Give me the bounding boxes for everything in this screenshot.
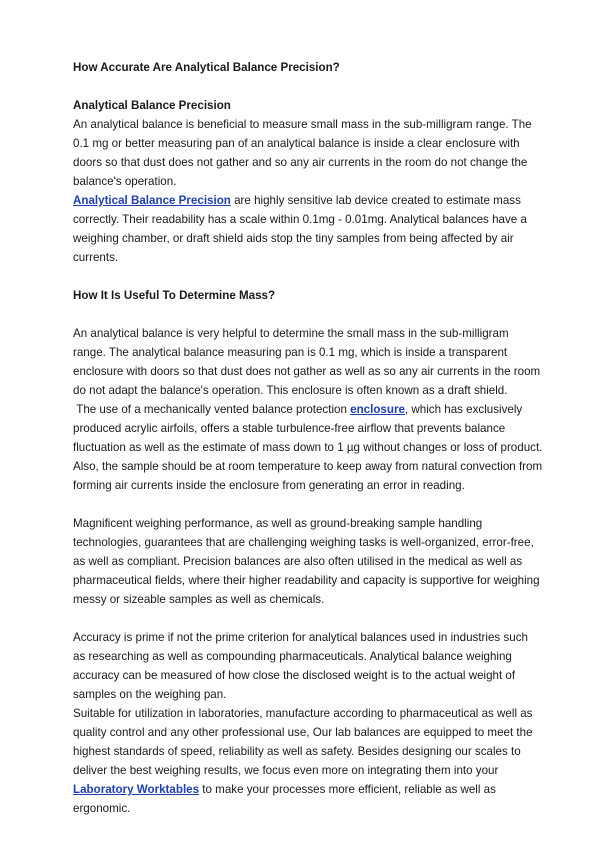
paragraph-enclosure bbox=[73, 400, 543, 495]
paragraph-laboratories-start: Suitable for utilization in laboratories, manufacture according to pharmaceutical as well as quality control and any other professional use, Our lab balances are equipped to meet the highest standards of speed, reliability as well as safety. Besides designing our scales to deliver the best weighing results, we focus even more on integrating them into your bbox=[73, 707, 533, 777]
enclosure-link[interactable]: enclosure bbox=[350, 403, 405, 416]
paragraph-performance: Magnificent weighing performance, as well as ground-breaking sample handling technologies, guarantees that are challenging weighing tasks is well-organized, error-free, as well as compliant. Precision balances are also often utilised in the medical as well as pharmaceutical fields, where their higher readability and capacity is supportive for weighing messy or sizeable samples as well as chemicals. bbox=[73, 517, 540, 606]
laboratory-worktables-link[interactable]: Laboratory Worktables bbox=[73, 783, 200, 796]
analytical-balance-precision-link[interactable]: Analytical Balance Precision bbox=[73, 194, 231, 207]
paragraph-accuracy: Accuracy is prime if not the prime criterion for analytical balances used in industries such as researching as well as compounding pharmaceuticals. Analytical balance weighing accuracy can be measured of how close the disclosed weight is to the actual weight of samples on the weighing pan. bbox=[73, 631, 528, 701]
paragraph-enclosure-start: The use of a mechanically vented balance protection bbox=[73, 403, 351, 416]
section-heading-determine-mass: How It Is Useful To Determine Mass? bbox=[73, 289, 276, 302]
paragraph-determine-mass: An analytical balance is very helpful to determine the small mass in the sub-milligram range. The analytical balance measuring pan is 0.1 mg, which is inside a transparent enclosure with doors so that dust does not gather as well as so any air currents in the room do not adapt the balance's operation. This enclosure is often known as a draft shield. bbox=[73, 327, 541, 397]
paragraph-enclosure-text: , which has exclusively produced acrylic airfoils, offers a stable turbulence-free airflow that prevents balance fluctuation as well as the estimate of mass down to 1 µg without changes or loss of product. Also, the sample should be at room temperature to keep away from natural convection from forming air currents inside the enclosure from generating an error in reading. bbox=[73, 403, 543, 492]
paragraph-laboratories bbox=[73, 704, 543, 818]
paragraph-precision bbox=[73, 191, 543, 267]
section-heading-analytical-balance-precision: Analytical Balance Precision bbox=[73, 99, 231, 112]
paragraph-precision-text: are highly sensitive lab device created to estimate mass correctly. Their readability has a scale within 0.1mg - 0.01mg. Analytical balances have a weighing chamber, or draft shield aids stop the tiny samples from being affected by air currents. bbox=[73, 194, 527, 264]
paragraph-intro: An analytical balance is beneficial to measure small mass in the sub-milligram range. The 0.1 mg or better measuring pan of an analytical balance is inside a clear enclosure with doors so that dust does not gather and so any air currents in the room do not change the balance's operation. bbox=[73, 118, 532, 188]
page-title: How Accurate Are Analytical Balance Precision? bbox=[73, 61, 340, 74]
document-body bbox=[73, 58, 543, 818]
paragraph-laboratories-text: to make your processes more efficient, reliable as well as ergonomic. bbox=[73, 783, 496, 815]
